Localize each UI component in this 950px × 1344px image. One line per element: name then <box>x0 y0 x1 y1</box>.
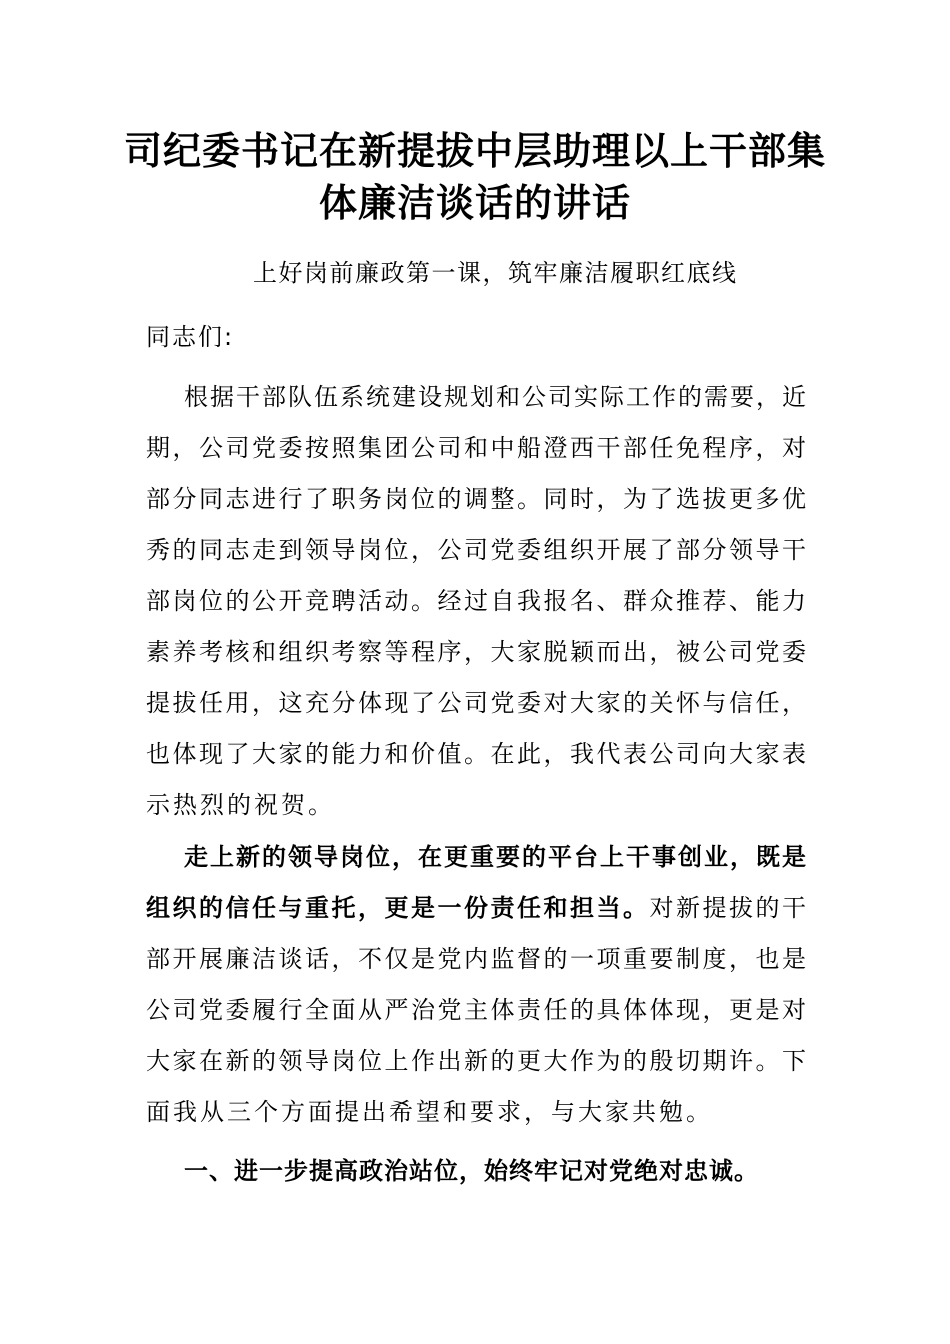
paragraph-1-line: 提拔任用，这充分体现了公司党委对大家的关怀与信任， <box>146 689 806 717</box>
document-title-line-2: 体廉洁谈话的讲话 <box>318 180 631 225</box>
paragraph-2-mixed-line <box>146 891 806 925</box>
section-heading: 一、进一步提高政治站位，始终牢记对党绝对忠诚。 <box>184 1157 759 1185</box>
paragraph-1-line: 部岗位的公开竞聘活动。经过自我报名、群众推荐、能力 <box>146 587 806 615</box>
paragraph-2-line: 大家在新的领导岗位上作出新的更大作为的殷切期许。下 <box>146 1047 806 1075</box>
paragraph-2-regular-segment: 对新提拔的干 <box>649 894 806 922</box>
paragraph-1-line: 部分同志进行了职务岗位的调整。同时，为了选拔更多优 <box>146 485 806 513</box>
paragraph-2-bold-line: 走上新的领导岗位，在更重要的平台上干事创业，既是 <box>184 843 806 871</box>
paragraph-1-line: 也体现了大家的能力和价值。在此，我代表公司向大家表 <box>146 740 806 768</box>
paragraph-2-bold-segment: 组织的信任与重托，更是一份责任和担当。 <box>146 894 650 922</box>
salutation: 同志们: <box>146 323 235 351</box>
paragraph-1-line: 根据干部队伍系统建设规划和公司实际工作的需要，近 <box>184 383 806 411</box>
paragraph-2-line: 面我从三个方面提出希望和要求，与大家共勉。 <box>146 1098 713 1126</box>
paragraph-1-line: 期，公司党委按照集团公司和中船澄西干部任免程序，对 <box>146 434 806 462</box>
paragraph-2-line: 公司党委履行全面从严治党主体责任的具体体现，更是对 <box>146 996 806 1024</box>
document-title-line-1: 司纪委书记在新提拔中层助理以上干部集 <box>123 128 826 173</box>
paragraph-1-line: 示热烈的祝贺。 <box>146 791 335 819</box>
paragraph-2-line: 部开展廉洁谈话，不仅是党内监督的一项重要制度，也是 <box>146 945 806 973</box>
document-subtitle: 上好岗前廉政第一课，筑牢廉洁履职红底线 <box>253 259 738 287</box>
paragraph-1-line: 素养考核和组织考察等程序，大家脱颖而出，被公司党委 <box>146 638 806 666</box>
paragraph-1-line: 秀的同志走到领导岗位，公司党委组织开展了部分领导干 <box>146 536 806 564</box>
